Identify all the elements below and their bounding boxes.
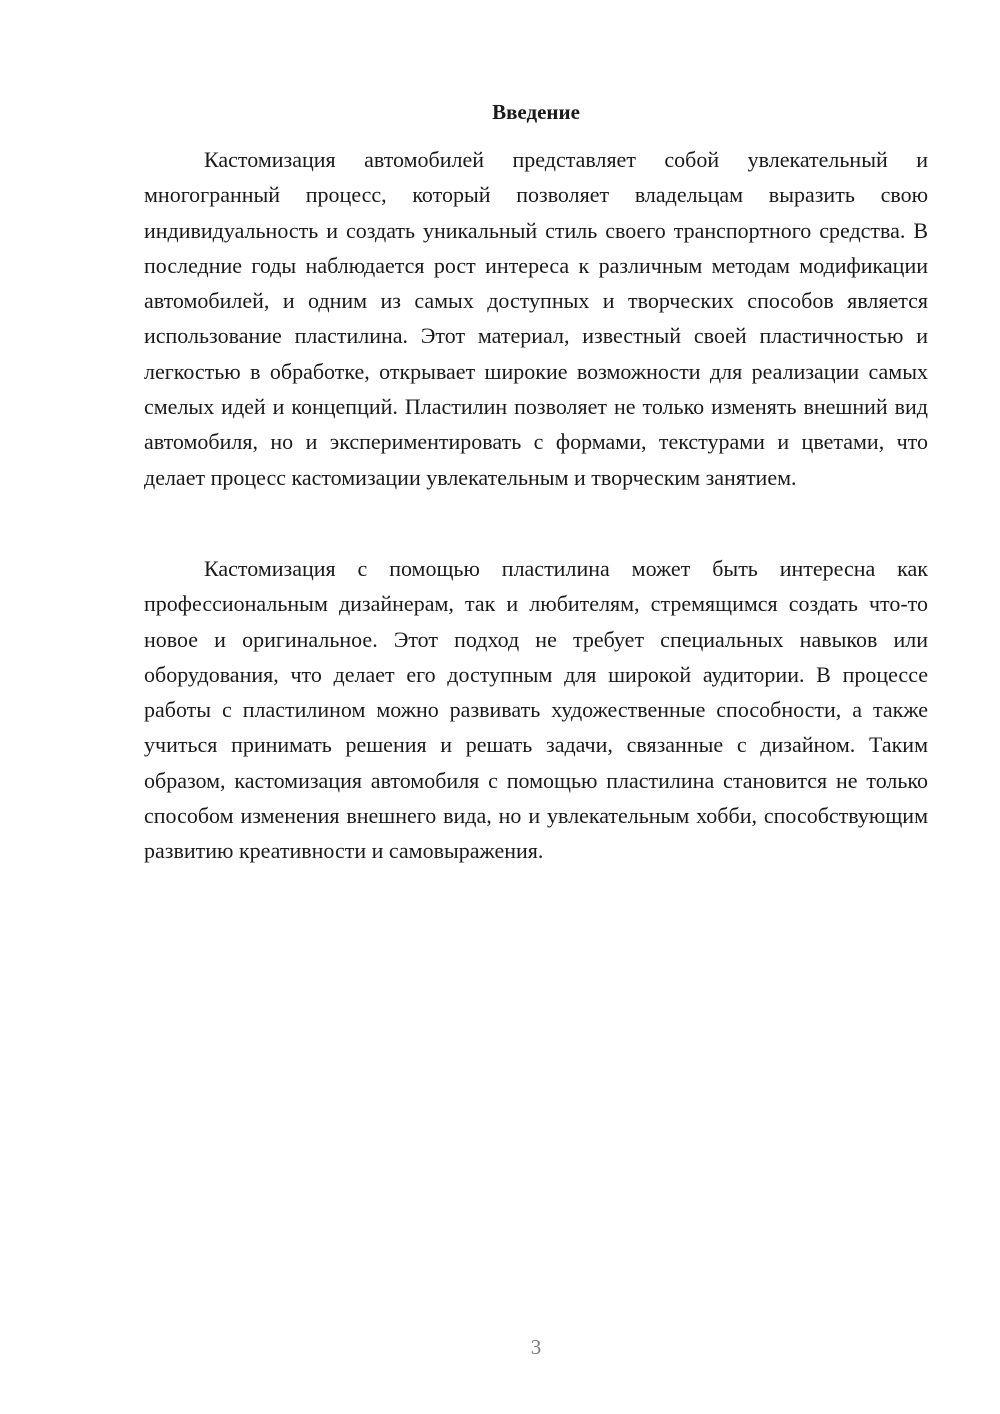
paragraph-2: Кастомизация с помощью пластилина может быть интересна как профессиональным дизайнерам, так и любителям, стремящимся создать что-то новое и оригинальное. Этот подход не требует специальных навыков или оборудования, что делает его доступным для широкой аудитории. В процессе работы с пластилином можно развивать художественные способности, а также учиться принимать решения и решать задачи, связанные с дизайном. Таким образом, кастомизация автомобиля с помощью пластилина становится не только способом изменения внешнего вида, но и увлекательным хобби, способствующим развитию креативности и самовыражения. bbox=[144, 556, 928, 864]
page-title: Введение bbox=[492, 100, 580, 124]
page-number: 3 bbox=[530, 1335, 542, 1359]
paragraph-1: Кастомизация автомобилей представляет собой увлекательный и многогранный процесс, который позволяет владельцам выразить свою индивидуальность и создать уникальный стиль своего транспортного средства. В последние годы наблюдается рост интереса к различным методам модификации автомобилей, и одним из самых доступных и творческих способов является использование пластилина. Этот материал, известный своей пластичностью и легкостью в обработке, открывает широкие возможности для реализации самых смелых идей и концепций. Пластилин позволяет не только изменять внешний вид автомобиля, но и экспериментировать с формами, текстурами и цветами, что делает процесс кастомизации увлекательным и творческим занятием. bbox=[144, 147, 928, 490]
